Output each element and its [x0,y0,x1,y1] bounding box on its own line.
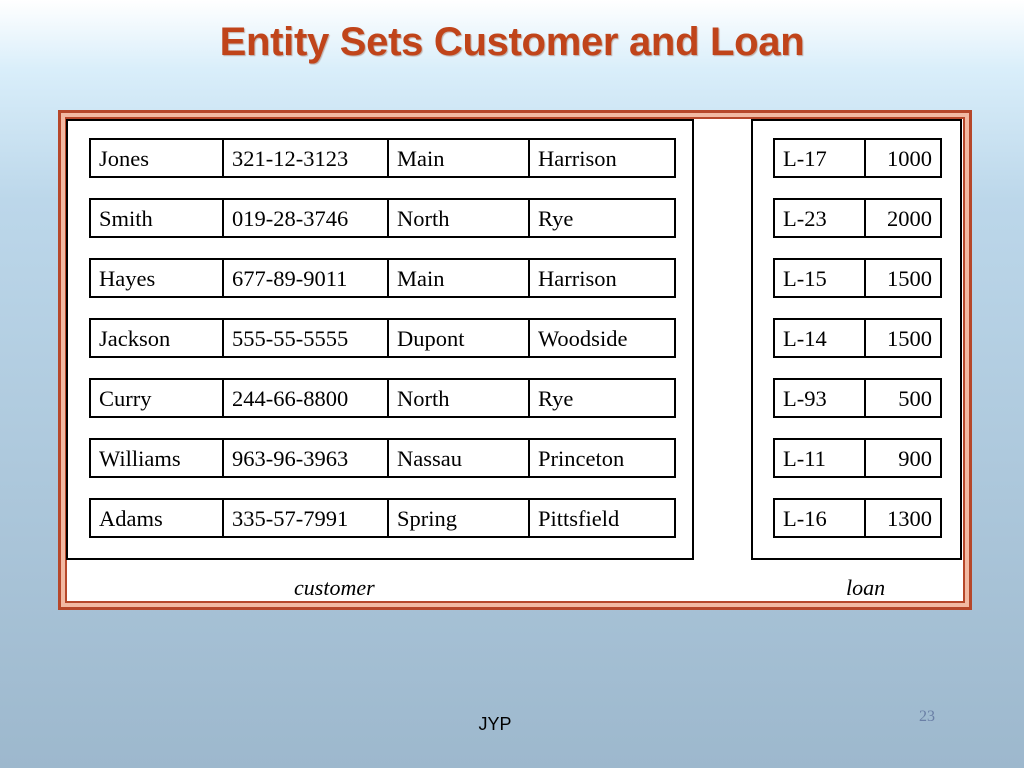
customer-name: Jackson [91,320,224,356]
customer-record [89,318,676,358]
customer-record [89,438,676,478]
customer-name: Hayes [91,260,224,296]
loan-number: L-14 [775,320,866,356]
customer-street: North [389,380,530,416]
customer-city: Rye [538,206,574,231]
customer-city: Princeton [538,446,625,471]
customer-ssn: 335-57-7991 [224,500,389,536]
loan-record [773,198,942,238]
loan-amount: 1300 [887,506,932,531]
customer-ssn: 555-55-5555 [224,320,389,356]
customer-ssn: 244-66-8800 [224,380,389,416]
loan-amount: 500 [898,386,932,411]
loan-record [773,438,942,478]
customer-ssn: 019-28-3746 [224,200,389,236]
customer-record [89,258,676,298]
loan-amount: 1000 [887,146,932,171]
loan-amount: 1500 [887,326,932,351]
customer-ssn: 677-89-9011 [224,260,389,296]
loan-record [773,318,942,358]
customer-street: Main [389,140,530,176]
customer-street: Dupont [389,320,530,356]
loan-record [773,258,942,298]
customer-name: Curry [91,380,224,416]
footer-author: JYP [478,714,512,734]
loan-record [773,498,942,538]
customer-city: Woodside [538,326,628,351]
customer-record [89,138,676,178]
customer-street: Main [389,260,530,296]
customer-city: Pittsfield [538,506,620,531]
customer-record [89,198,676,238]
loan-number: L-15 [775,260,866,296]
customer-name: Williams [91,440,224,476]
slide-title: Entity Sets Customer and Loan [219,20,805,64]
customer-ssn: 963-96-3963 [224,440,389,476]
customer-record [89,498,676,538]
customer-name: Adams [91,500,224,536]
customer-city: Rye [538,386,574,411]
customer-street: North [389,200,530,236]
customer-ssn: 321-12-3123 [224,140,389,176]
customer-name: Smith [91,200,224,236]
customer-city: Harrison [538,146,617,171]
loan-number: L-93 [775,380,866,416]
customer-city: Harrison [538,266,617,291]
customer-set-label: customer [294,575,375,600]
loan-set-label: loan [846,575,886,600]
page-number: 23 [919,708,935,725]
loan-number: L-17 [775,140,866,176]
customer-street: Spring [389,500,530,536]
loan-number: L-11 [775,440,866,476]
customer-street: Nassau [389,440,530,476]
loan-amount: 2000 [887,206,932,231]
loan-record [773,378,942,418]
customer-record [89,378,676,418]
loan-amount: 1500 [887,266,932,291]
customer-name: Jones [91,140,224,176]
loan-number: L-23 [775,200,866,236]
loan-record [773,138,942,178]
loan-number: L-16 [775,500,866,536]
loan-amount: 900 [898,446,932,471]
